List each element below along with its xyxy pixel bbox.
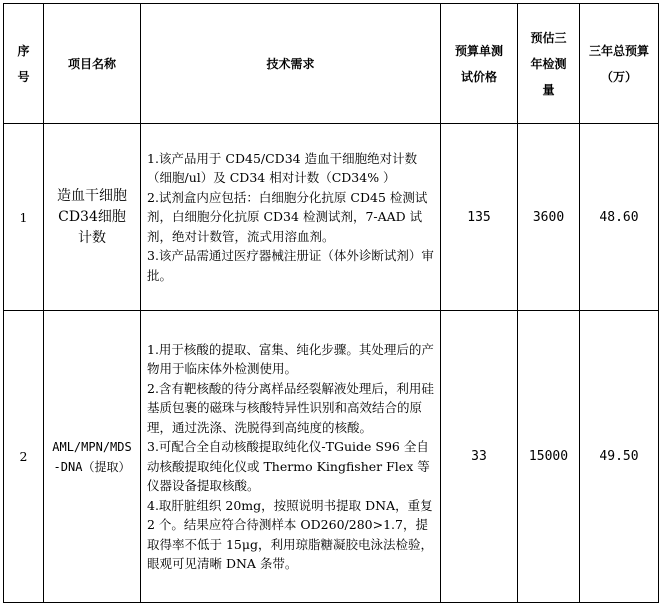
table-row xyxy=(4,124,659,311)
requirement-item: 3.可配合全自动核酸提取纯化仪-TGuide S96 全自动核酸提取纯化仪或 Thermo Kingfisher Flex 等仪器设备提取核酸。 xyxy=(147,439,430,493)
requirement-item: 1.该产品用于 CD45/CD34 造血干细胞绝对计数（细胞/ul）及 CD34 相对计数（CD34% ） xyxy=(147,150,418,186)
header-requirements: 技术需求 xyxy=(141,4,441,124)
row-index: 2 xyxy=(4,311,44,603)
requirement-item: 2.试剂盒内应包括：白细胞分化抗原 CD45 检测试剂，白细胞分化抗原 CD34 检测试剂，7-AAD 试剂，绝对计数管，流式用溶血剂。 xyxy=(147,189,428,244)
row-total: 49.50 xyxy=(580,311,659,603)
procurement-table xyxy=(3,3,659,603)
row-unit-price: 33 xyxy=(441,311,518,603)
row-name: AML/MPN/MDS-DNA（提取） xyxy=(44,311,141,603)
header-total: 三年总预算（万） xyxy=(580,4,659,124)
row-requirements xyxy=(141,311,441,603)
table-row xyxy=(4,311,659,603)
requirement-item: 4.取肝脏组织 20mg，按照说明书提取 DNA，重复 2 个。结果应符合待测样本 OD260/280>1.7，提取得率不低于 15μg，利用琼脂糖凝胶电泳法检验，眼观可见清晰 DNA 条带。 xyxy=(147,497,434,571)
requirement-item: 1.用于核酸的提取、富集、纯化步骤。其处理后的产物用于临床体外检测使用。 xyxy=(147,341,434,376)
row-unit-price: 135 xyxy=(441,124,518,311)
row-total: 48.60 xyxy=(580,124,659,311)
row-estimate: 3600 xyxy=(518,124,580,311)
requirement-item: 2.含有靶核酸的待分离样品经裂解液处理后，利用硅基质包裹的磁珠与核酸特异性识别和高效结合的原理，通过洗涤、洗脱得到高纯度的核酸。 xyxy=(147,380,434,435)
requirement-item: 3.该产品需通过医疗器械注册证（体外诊断试剂）审批。 xyxy=(147,248,434,283)
row-requirements xyxy=(141,124,441,311)
header-index: 序号 xyxy=(4,4,44,124)
header-name: 项目名称 xyxy=(44,4,141,124)
header-unit-price: 预算单测试价格 xyxy=(441,4,518,124)
row-estimate: 15000 xyxy=(518,311,580,603)
row-name: 造血干细胞CD34细胞计数 xyxy=(44,124,141,311)
header-row xyxy=(4,4,659,124)
row-index: 1 xyxy=(4,124,44,311)
header-estimate: 预估三年检测量 xyxy=(518,4,580,124)
